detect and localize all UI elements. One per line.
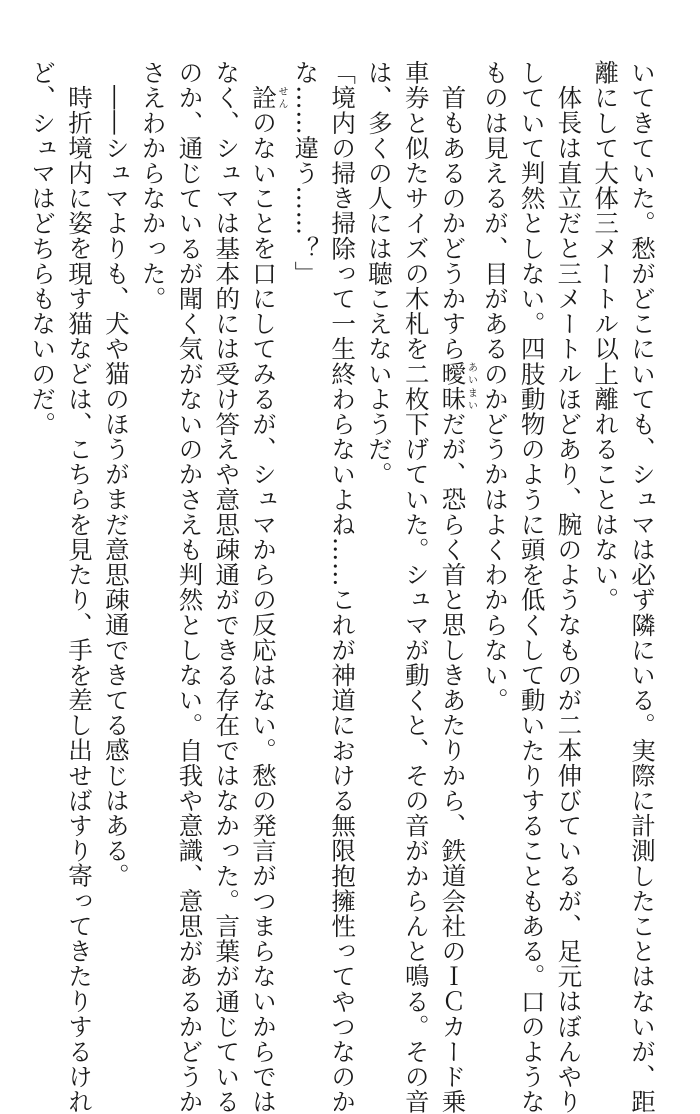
text-segment: のないことを口にしてみるが、シュマからの反応はない。愁の発言がつまらないからでは: [249, 109, 279, 1114]
text-line: さえわからなかった。: [138, 60, 168, 311]
text-line: 体長は直立だと三メートルほどあり、腕のようなものが二本伸びているが、足元はぼんやり: [554, 84, 584, 1114]
vertical-text-body: [23, 60, 660, 1114]
text-segment: だが、恐らく首と思しきあたりから、鉄道会社のＩＣカード乗: [438, 410, 468, 1114]
text-line: 車券と似たサイズの木札を二枚下げていた。シュマが動くと、その音がからんと鳴る。その音: [401, 60, 431, 1114]
text-line: 「境内の掃き掃除って一生終わらないよね……これが神道における無限抱擁性ってやつなのか: [328, 60, 358, 1114]
text-line: ものは見えるが、目があるのかどうかはよくわからない。: [480, 60, 510, 713]
text-line: 時折境内に姿を現す猫などは、こちらを見たり、手を差し出せばすり寄ってきたりするけれ: [65, 84, 95, 1114]
text-line: ど、シュマはどちらもないのだ。: [28, 60, 58, 437]
text-line: は、多くの人には聴こえないようだ。: [364, 60, 394, 487]
text-line: [244, 60, 288, 1114]
ruby-annotated-word: 曖昧あいまい: [438, 360, 477, 411]
text-line: [434, 60, 477, 1114]
ruby-reading: せん: [276, 84, 288, 110]
text-line: 離にして大体三メートル以上離れることはない。: [591, 60, 621, 613]
text-segment: 首もあるのかどうかすら: [438, 84, 468, 361]
text-line: のか、通じているが聞く気がないのかさえも判然としない。自我や意識、意思があるかどうか: [175, 60, 205, 1114]
text-line: ――シュマよりも、犬や猫のほうがまだ意思疎通できてる感じはある。: [101, 84, 131, 888]
text-line: な……違う……？」: [291, 60, 321, 286]
ruby-annotated-word: 詮せん: [249, 84, 288, 110]
text-line: していて判然としない。四肢動物のように頭を低くして動いたりすることもある。口のような: [517, 60, 547, 1114]
text-line: なく、シュマは基本的には受け答えや意思疎通ができる存在ではなかった。言葉が通じている: [212, 60, 242, 1114]
text-line: いてきていた。愁がどこにいても、シュマは必ず隣にいる。実際に計測したことはないが、距: [628, 60, 657, 1114]
ruby-reading: あいまい: [465, 360, 477, 411]
